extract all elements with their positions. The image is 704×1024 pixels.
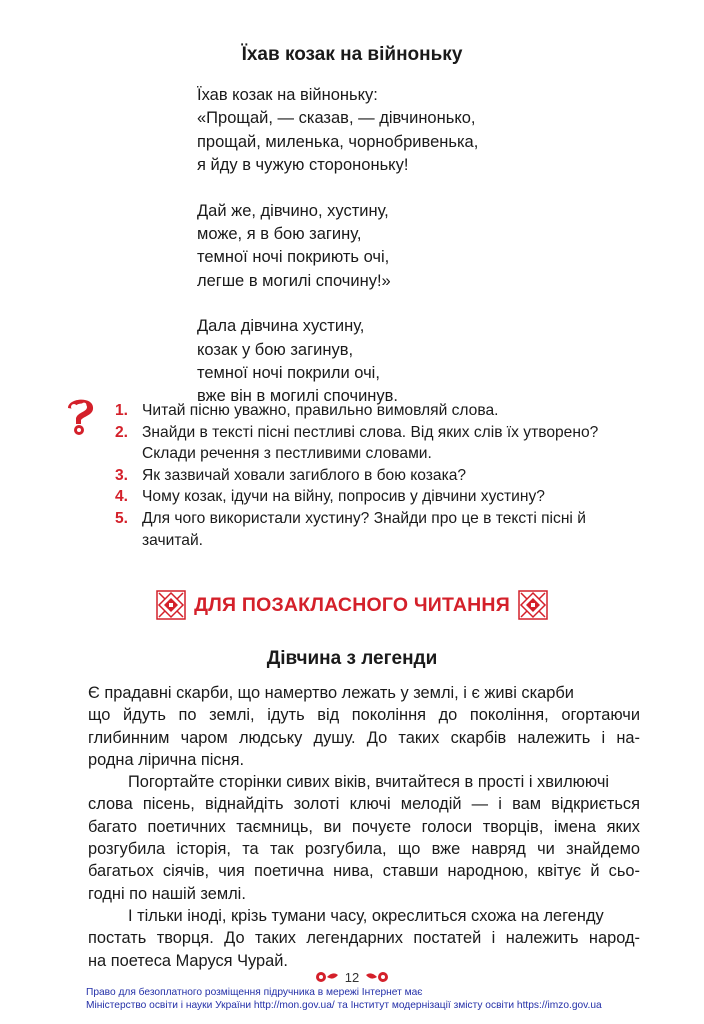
text-line: годні по нашій землі. bbox=[88, 884, 246, 903]
paragraph bbox=[88, 682, 640, 771]
poem-line: Їхав козак на війноньку: bbox=[197, 86, 378, 104]
text-line: слова пісень, віднайдіть золоті ключі мелодій — і вам відкриється bbox=[88, 795, 640, 814]
stanza-3 bbox=[197, 315, 478, 409]
footer-line-1: Право для безоплатного розміщення підручника в мережі Інтернет має bbox=[86, 987, 423, 998]
paragraph bbox=[88, 771, 640, 905]
section-title: ДЛЯ ПОЗАКЛАСНОГО ЧИТАННЯ bbox=[194, 593, 510, 616]
text-line: багато поетичних таємниць, ви почуєте голоси творців, імена яких bbox=[88, 817, 640, 836]
text-line: на поетеса Маруся Чурай. bbox=[88, 951, 288, 970]
question-text: зачитай. bbox=[142, 531, 203, 549]
question-text: Для чого використали хустину? Знайди про це в тексті пісні й bbox=[142, 509, 586, 527]
footer-line-2: Міністерство освіти і науки України http://mon.gov.ua/ та Інститут модернізації змісту освіти https://imzo.gov.ua bbox=[86, 1000, 602, 1011]
paragraph bbox=[88, 905, 640, 972]
question-number: 1. bbox=[115, 402, 129, 419]
poem-line: темної ночі покрили очі, bbox=[197, 364, 380, 383]
text-line: глибинним чаром людську душу. До таких скарбів належить і на- bbox=[88, 728, 640, 747]
question-text: Знайди в тексті пісні пестливі слова. Від яких слів їх утворено? bbox=[142, 423, 599, 441]
flower-ornament-left-icon bbox=[313, 969, 339, 985]
footer-notice bbox=[86, 986, 646, 1012]
ornament-left-icon bbox=[156, 590, 186, 620]
question-number: 3. bbox=[115, 466, 129, 484]
section-header bbox=[0, 590, 704, 620]
question-item bbox=[115, 400, 645, 422]
question-text: Як зазвичай ховали загиблого в бою козака? bbox=[142, 466, 467, 484]
poem-line: прощай, миленька, чорнобривенька, bbox=[197, 132, 479, 151]
questions-list bbox=[115, 400, 645, 551]
flower-ornament-right-icon bbox=[365, 969, 391, 985]
text-line: що йдуть по землі, ідуть від покоління до покоління, огортаючи bbox=[88, 706, 640, 725]
legend-title: Дівчина з легенди bbox=[266, 648, 438, 669]
question-item bbox=[115, 465, 645, 487]
text-line: Погортайте сторінки сивих віків, вчитайтеся в прості і хвилюючі bbox=[128, 773, 610, 792]
text-line: багатьох сіячів, чия поетична нива, ставши народною, квітує й сьо- bbox=[88, 862, 640, 881]
stanza-1 bbox=[197, 84, 478, 178]
poem-body bbox=[197, 84, 478, 431]
text-line: родна лірична пісня. bbox=[88, 750, 245, 769]
poem-line: козак у бою загинув, bbox=[197, 340, 354, 359]
question-number: 4. bbox=[115, 488, 129, 506]
stanza-2 bbox=[197, 200, 478, 294]
question-text: Читай пісню уважно, правильно вимовляй слова. bbox=[142, 402, 499, 419]
text-line: Є прадавні скарби, що намертво лежать у землі, і є живі скарби bbox=[88, 684, 574, 702]
ornament-right-icon bbox=[518, 590, 548, 620]
question-number: 5. bbox=[115, 509, 129, 527]
question-mark-icon bbox=[62, 394, 98, 436]
text-line: І тільки іноді, крізь тумани часу, окреслиться схожа на легенду bbox=[128, 906, 604, 925]
question-text: Склади речення з пестливими словами. bbox=[142, 445, 432, 463]
text-line: розгубила історія, та так розгубила, що вже навряд чи знайдемо bbox=[88, 840, 640, 859]
poem-line: легше в могилі спочину!» bbox=[197, 271, 391, 290]
question-item bbox=[115, 422, 645, 465]
poem-line: «Прощай, — сказав, — дівчинонько, bbox=[197, 109, 476, 128]
poem-line: Дала дівчина хустину, bbox=[197, 317, 365, 336]
page-number: 12 bbox=[344, 969, 360, 985]
question-text: Чому козак, ідучи на війну, попросив у дівчини хустину? bbox=[142, 488, 545, 506]
text-line: постать творця. До таких легендарних постатей і належить народ- bbox=[88, 929, 640, 948]
poem-line: Дай же, дівчино, хустину, bbox=[197, 201, 389, 220]
page-number-area bbox=[0, 969, 704, 985]
poem-line: темної ночі покриють очі, bbox=[197, 248, 390, 267]
poem-line: я йду в чужую сторононьку! bbox=[197, 156, 409, 175]
question-item bbox=[115, 508, 645, 551]
question-item bbox=[115, 486, 645, 508]
poem-line: може, я в бою загину, bbox=[197, 225, 362, 244]
question-number: 2. bbox=[115, 423, 129, 441]
legend-text bbox=[88, 682, 640, 972]
poem-title: Їхав козак на війноньку bbox=[241, 44, 463, 65]
poem-line: вже він в могилі спочинув. bbox=[197, 387, 399, 406]
